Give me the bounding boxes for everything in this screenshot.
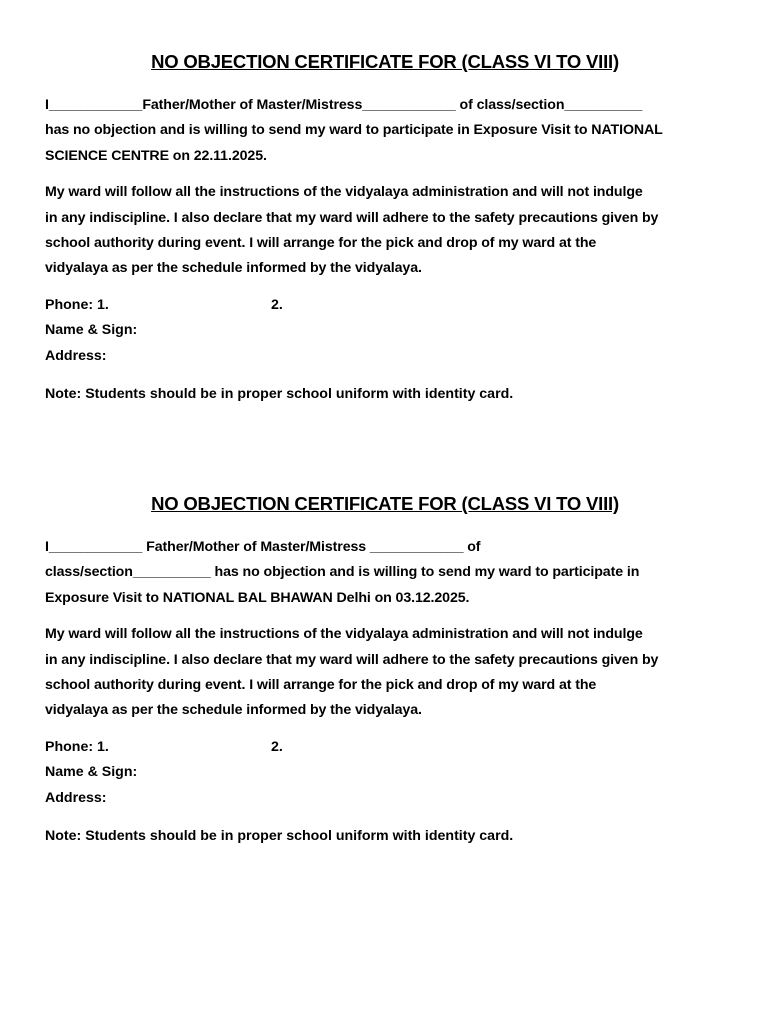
- text-line: school authority during event. I will arrange for the pick and drop of my ward at the: [45, 677, 597, 694]
- text-line: I____________Father/Mother of Master/Mistress____________ of class/section__________: [45, 97, 643, 113]
- text-line: SCIENCE CENTRE on 22.11.2025.: [45, 147, 267, 164]
- name-sign-label: Name & Sign:: [45, 322, 138, 339]
- text-line: vidyalaya as per the schedule informed by the vidyalaya.: [45, 260, 422, 277]
- text-line: My ward will follow all the instructions of the vidyalaya administration and will not indulge: [45, 184, 643, 201]
- note-text: Note: Students should be in proper school uniform with identity card.: [45, 386, 514, 403]
- undertaking-paragraph: [45, 622, 725, 724]
- certificate-title: NO OBJECTION CERTIFICATE FOR (CLASS VI TO VIII): [151, 493, 619, 514]
- phone-1-label: Phone: 1.: [45, 738, 109, 755]
- contact-fields: [45, 293, 725, 369]
- phone-1-label: Phone: 1.: [45, 296, 109, 313]
- text-line: in any indiscipline. I also declare that my ward will adhere to the safety precautions given by: [45, 651, 659, 668]
- text-line: in any indiscipline. I also declare that my ward will adhere to the safety precautions given by: [45, 209, 659, 226]
- certificate-1: [45, 49, 725, 407]
- text-line: vidyalaya as per the schedule informed by the vidyalaya.: [45, 702, 422, 719]
- undertaking-paragraph: [45, 180, 725, 282]
- certificate-2: [45, 491, 725, 849]
- certificate-title: NO OBJECTION CERTIFICATE FOR (CLASS VI TO VIII): [151, 51, 619, 72]
- text-line: Exposure Visit to NATIONAL BAL BHAWAN Delhi on 03.12.2025.: [45, 589, 470, 606]
- contact-fields: [45, 735, 725, 811]
- text-line: has no objection and is willing to send my ward to participate in Exposure Visit to NATIONAL: [45, 122, 663, 139]
- name-sign-label: Name & Sign:: [45, 764, 138, 781]
- phone-2-label: 2.: [271, 738, 283, 755]
- text-line: class/section__________ has no objection and is willing to send my ward to participate in: [45, 564, 640, 581]
- note-text: Note: Students should be in proper school uniform with identity card.: [45, 828, 514, 845]
- declaration-paragraph: [45, 93, 725, 169]
- declaration-paragraph: [45, 535, 725, 611]
- address-label: Address:: [45, 347, 107, 364]
- phone-2-label: 2.: [271, 296, 283, 313]
- text-line: school authority during event. I will arrange for the pick and drop of my ward at the: [45, 235, 597, 252]
- text-line: My ward will follow all the instructions of the vidyalaya administration and will not indulge: [45, 626, 643, 643]
- phone-row: [45, 293, 725, 318]
- text-line: I____________ Father/Mother of Master/Mistress ____________ of: [45, 539, 481, 555]
- phone-row: [45, 735, 725, 760]
- address-label: Address:: [45, 789, 107, 806]
